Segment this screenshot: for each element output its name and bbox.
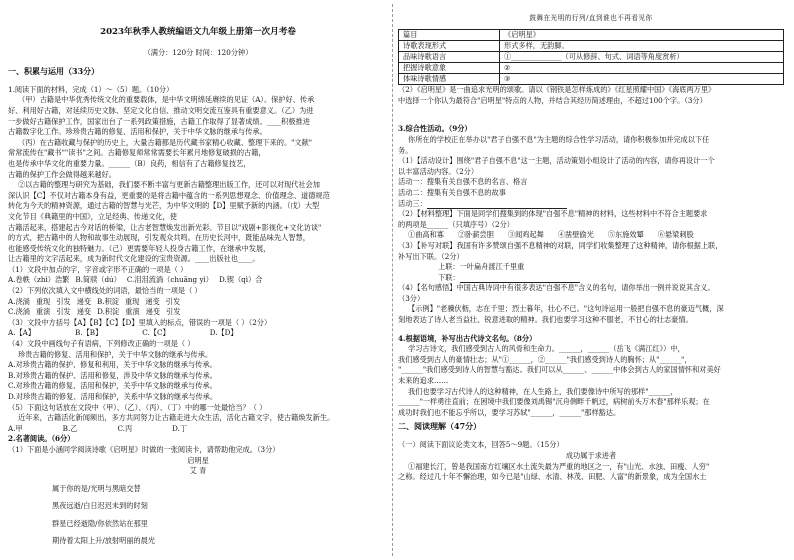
para-line: 深认识【C】不仅对古籍本身有益，更重要的是将古籍中蕴含的一系列思想观念、价值理念、道德规范 [8,190,330,200]
q4-text: ______"一样勇往直前；在困境中我们要像刘禹锡"沉舟侧畔千帆过，病树前头万木春"那样乐观；在 [398,397,710,407]
option[interactable]: D.锲（qì）合 [219,275,263,285]
column-divider [392,4,393,556]
option[interactable]: A.对珍贵古籍的保护、修复和利用，关于中华文脉的继承与传承。 [8,360,217,370]
q1-2-question: （2）下列依次填入文中横线处的词语，最恰当的一项是（ ） [8,286,202,296]
table-cell: 《启明星》 [500,30,784,41]
q4-text: "______"我们感受到诗人的智慧与豁达。我们可以从______、______中体会到古人的家国情怀和对美好 [398,365,721,375]
q1-2-options-row [8,297,388,308]
option[interactable]: A.甲 [8,423,23,433]
option[interactable]: ⑤东施效颦 [607,230,644,240]
reading-card-table [398,29,784,85]
option[interactable]: D.积淀 [97,307,120,317]
option-word: 重演 [125,307,140,317]
option[interactable]: C.泪泪流淌（chuāng yì） [126,275,213,285]
option-word: 递变 [145,296,160,306]
para-line: 古籍活起来，搭建起古今对话的桥梁，让古老智慧焕发出新光彩。节目以"戏剧+影视化+文化访谈" [8,222,322,232]
q4-text: 我们也要学习古代诗人的这种精神，在人生路上，我们要像诗中所写的那样"______， [408,386,678,396]
couplet-lower [398,273,784,284]
option-word: 引发 [165,296,181,306]
q4-text: 我们感受到古人的豪情壮志；从"①______，②______"我们感受到诗人的胸怀；从"______"， [398,354,692,364]
poem-continuation: 鼓舞在光明的行列/直到谁也不再看见你 [529,13,653,22]
q1-5-options [8,424,388,435]
option-word: 递变 [76,296,92,306]
option-word: 引发 [166,307,181,317]
answer-cell[interactable]: ①______________（可从修辞、句式、词语等角度赏析） [500,52,784,63]
para-line: 常常流传在"藏书""读书"之间。古籍修复师常常需要长年累月地修复破损的古籍， [8,148,266,158]
article-para: 之称。经过几十年不懈治理，如今已是"山绿、水清、林茂、田肥、人富"的新景象，成为全国水土 [398,472,707,482]
option[interactable]: A.浇淌 [8,296,30,306]
q3-4-example: 刻地表达了诗人老当益壮、锐意进取的精神。我们也要学习这种不服老，不甘心的壮志豪情。 [398,315,693,325]
para-line: 古籍数字化工作。珍珍贵古籍的修复、活用和保护，关于中华文脉的继承与传承。 [8,127,267,137]
para-line: 文化节目《典籍里的中国》，立足经典、传递文化，使 [8,211,177,221]
option[interactable]: D.【D】 [209,328,238,338]
q3-heading: 3.综合性活动。（9分） [398,124,472,134]
activity-item: 活动一：搜集有关自强不息的名言、格言 [398,177,528,187]
q1-5-question: （5）下面这句话放在文段中（甲）、（乙）、（丙）、（丁）中的哪一处最恰当？（ ） [8,402,267,412]
q2-2-question: （2）《启明星》是一曲追求光明的颂歌。请以《钢铁是怎样炼成的》《红星照耀中国》《海底两万里》 [398,85,716,95]
option-word: 引发 [56,307,71,317]
poem-line: 属于你的是/光明与黑暗交替 [52,483,141,493]
section-2-heading: 二、阅读理解（47分） [398,421,482,432]
reading-1-intro: （一）阅读下面议论类文本，回答5～9题。（15分） [398,440,564,450]
q4-text: 成功时我们也不能忘乎所以，要学习苏轼"______，______"那样豁达。 [398,407,621,417]
para-line: （丙）在古籍收藏与保护的历史上，大量古籍都是历代藏书家精心收藏、整理下来的。"文献" [18,137,313,147]
answer-blank[interactable] [427,200,567,209]
answer-space[interactable] [398,106,784,124]
para-line: 的方式，把古籍中的人物和故事生动展现，引发观众共鸣。在历史长河中，既能品味先人智慧， [8,233,310,243]
para-line: 也能感受传统文化的独特魅力。（己）更需要年轻人投身古籍工作，在继承中发展， [8,243,271,253]
q2-1-question: （1）下面是小涵同学阅读诗歌《启明星》时做的一张阅读卡，请帮助他完成。（3分） [8,444,280,454]
answer-cell[interactable]: ② [500,63,784,74]
table-cell: 把握诗歌意象 [399,63,500,74]
q2-heading: 2.名著阅读。（6分） [8,434,75,444]
poem-title: 启明星 [187,455,209,465]
exam-title: 2023年秋季人教统编语文九年级上册第一次月考卷 [100,27,296,37]
table-row [399,74,784,85]
answer-cell[interactable]: ③ [500,74,784,85]
option-word: 重现 [35,296,51,306]
table-row [399,30,784,41]
q3-2-options [398,230,784,241]
table-row [399,41,784,52]
option-word: 重演 [35,307,51,317]
poem-author: 艾 青 [189,466,207,476]
para-line: 也是传承中华文化的重要力量。______（B）良药，相信有了古籍修复技艺， [8,158,251,168]
article-title: 成功属于求进者 [565,451,617,460]
option[interactable]: C.【C】 [142,328,170,338]
option-word: 递变 [76,307,92,317]
poem-line: 群星已经逝隐/你依然站在那里 [52,518,148,528]
q4-heading: 4.根据语境，补写出古代诗文名句。（8分） [398,333,537,343]
option-word: 引发 [56,296,71,306]
q4-text: 未来的追求…… [398,376,449,386]
para-line: 一步做好古籍保护工作，国家出台了一系列政策措施，古籍工作取得了显著成绩。____积极推进 [8,116,310,126]
poem-line: 期待着太阳上升/放射明丽的晨光 [52,536,156,546]
q1-4-quote: 珍贵古籍的修复、活用和保护，关于中华文脉的继承与传承。 [18,349,213,359]
q1-5-quote: 近年来，古籍活化新闻频出，多方共同努力让古籍走进大众生活，活化古籍文字，使古籍焕发新生。 [18,413,335,423]
q3-4-question: （3分） [398,293,425,303]
q4-text: 学习古诗文，我们感受到古人的风骨和生命力。______，______（岳飞《满江红》）中， [408,344,685,354]
option[interactable]: C.浇淌 [8,307,30,317]
activity-item: 活动二：搜集有关自强不息的故事 [398,187,506,197]
q3-1-question: 以丰富活动内容。（2分） [398,166,479,176]
option[interactable]: B.【B】 [75,328,103,338]
table-cell: 形式多样，无韵脚。 [500,41,784,52]
option-word: 递变 [145,307,161,317]
para-line: 古籍的保护工作会做得越来越好。 [8,169,116,179]
option[interactable]: B.对珍贵古籍的保护、活用和修复，涉及中华文脉的继承与传承。 [8,370,217,380]
q1-3-options [8,328,388,339]
option[interactable]: C.对珍贵古籍的修复、活用和保护，关乎中华文脉的继承与传承。 [8,381,217,391]
q3-4-question: （4）【名句感悟】中国古典诗词中有很多表达"自强不息"含义的名句，请你举出一例并说说其含义。 [398,283,715,293]
answer-blank[interactable] [460,274,580,283]
q1-4-question: （4）文段中画线句子有语病，下列修改正确的一项是（ ） [8,339,195,349]
para-line: 转化为今天的精神资源，通过古籍的智慧与光芒，为中华文明的【D】里赋予新的内涵。（戊）大型 [8,201,320,211]
option[interactable]: A.【A】 [8,328,36,338]
table-row [399,63,784,74]
couplet-upper: 上联：一叶扁舟渡江千里重 [438,262,525,272]
q3-intro: 务。 [398,145,413,155]
exam-subtitle: （满分：120分 时间：120分钟） [143,47,253,57]
option[interactable]: A.卷帙（zhì）浩繁 [8,275,70,285]
table-cell: 品味诗歌语言 [399,52,500,63]
table-row [399,52,784,63]
q3-4-example: 【示例】"老骥伏枥，志在千里；烈士暮年，壮心不已。"这句诗运用一般把自强不息的豪迈气概，深 [408,304,724,314]
option[interactable]: ②卧薪尝胆 [457,230,494,240]
para-line: 让古籍里的文字活起来，成为新时代文化建设的宝贵资源。____出版社也____。 [8,254,260,264]
q1-1-options [8,275,388,286]
right-column [398,6,784,556]
table-cell: 体味诗歌情感 [399,74,500,85]
option[interactable]: B.积淀 [97,296,119,306]
q3-intro: 你所在的学校正在举办以"君子自强不息"为主题的综合性学习活动，请你积极参加并完成以下任 [408,134,710,144]
answer-space[interactable] [398,326,784,334]
q3-3-question: （3）【补写对联】我国有许多赞颂自强不息精神的对联，同学们收集整理了这种精神，请你根据上联， [398,240,723,250]
option[interactable]: ④凿壁偷光 [557,230,594,240]
option[interactable]: D.丁 [172,423,188,433]
option[interactable]: ①曲高和寡 [408,230,444,240]
couplet-lower-label: 下联： [438,272,460,282]
option[interactable]: C.丙 [117,423,133,433]
poem-line: 黑夜远逝/白日迟迟未到的时刻 [52,501,148,511]
q1-intro: 1.阅读下面的材料，完成（1）～（5）题。（10分） [8,84,174,94]
activity-item [398,199,784,210]
q3-2-question: 的两项是______（只填序号）（2分） [398,219,514,229]
table-cell: 篇目 [399,30,500,41]
option[interactable]: D.对珍贵古籍的修复、活用和保护，关系中华文脉的继承与传承。 [8,392,218,401]
para-line: （甲）古籍是中华优秀传统文化的重要载体，是中华文明绵延赓续的见证（A）。保护好、传承 [18,95,315,105]
option[interactable]: B.简牍（dú） [75,275,121,285]
left-column [8,6,388,556]
option[interactable]: ⑥悬梁刺股 [657,230,694,240]
q1-1-question: （1）文段中加点的字，字音或字形不正确的一项是（ ） [8,264,188,274]
activity-label: 活动三： [398,198,427,208]
para-line: 好、利用好古籍，对延续历史文脉、坚定文化自信、推动文明交流互鉴具有重要意义。（乙）为进 [8,105,314,115]
option[interactable]: B.乙 [62,423,78,433]
q1-3-question: （3）文段中方括号【A】【B】【C】【D】里填入的标点，错误的一项是（ ）（2分） [8,317,272,327]
option[interactable]: ③闻鸡起舞 [507,230,544,240]
option-word: 重现 [124,296,140,306]
table-cell: 诗歌表现形式 [399,41,500,52]
q3-3-question: 补写出下联。（2分） [398,251,464,261]
para-line: ②以古籍的整理与研究为基础，我们要不断丰富与更新古籍整理出版工作，还可以对现代社会加 [18,180,320,190]
q3-1-question: （1）【活动设计】围绕"君子自强不息"这一主题，活动策划小组设计了活动的内容，请你再设计一个 [398,156,715,166]
q2-2-question: 中选择一个你认为最符合"启明星"特点的人物，并结合其经历简述理由，不超过100个字。（3分） [398,95,707,105]
article-para: ①福建长汀，曾是我国南方红壤区水土流失最为严重的地区之一，有"山光、水浊、田瘦、人穷" [408,461,710,471]
q1-2-options-row [8,307,388,318]
q3-2-question: （2）【材料整理】下面是同学们搜集到的体现"自强不息"精神的材料，这些材料中不符合主题要求 [398,209,708,219]
section-1-heading: 一、积累与运用（33分） [8,65,100,76]
